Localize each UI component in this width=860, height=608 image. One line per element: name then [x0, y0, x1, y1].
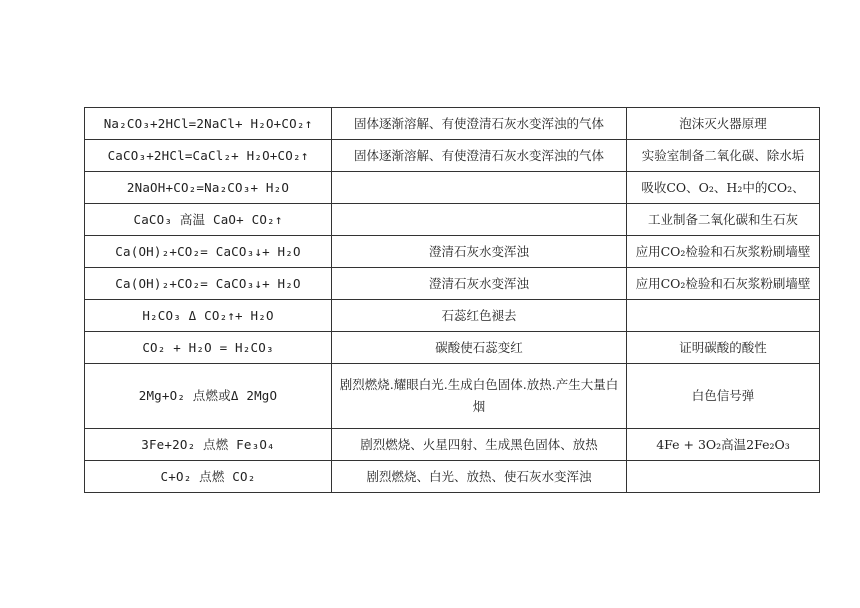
observation-cell: 剧烈燃烧.耀眼白光.生成白色固体.放热.产生大量白烟	[332, 364, 627, 429]
observation-cell	[332, 204, 627, 236]
table-row	[85, 172, 820, 204]
observation-cell: 剧烈燃烧、白光、放热、使石灰水变浑浊	[332, 461, 627, 493]
table-row	[85, 332, 820, 364]
table-row	[85, 300, 820, 332]
observation-cell: 石蕊红色褪去	[332, 300, 627, 332]
use-cell: 实验室制备二氧化碳、除水垢	[627, 140, 820, 172]
equation-cell: Ca(OH)₂+CO₂= CaCO₃↓+ H₂O	[85, 268, 332, 300]
table-row	[85, 429, 820, 461]
observation-cell	[332, 172, 627, 204]
equation-cell: 3Fe+2O₂ 点燃 Fe₃O₄	[85, 429, 332, 461]
table-row	[85, 108, 820, 140]
equation-cell: 2NaOH+CO₂=Na₂CO₃+ H₂O	[85, 172, 332, 204]
equation-cell: CO₂ + H₂O = H₂CO₃	[85, 332, 332, 364]
use-cell: 证明碳酸的酸性	[627, 332, 820, 364]
table-row	[85, 268, 820, 300]
use-cell: 泡沫灭火器原理	[627, 108, 820, 140]
equation-cell: Na₂CO₃+2HCl=2NaCl+ H₂O+CO₂↑	[85, 108, 332, 140]
use-cell	[627, 300, 820, 332]
equation-cell: 2Mg+O₂ 点燃或Δ 2MgO	[85, 364, 332, 429]
equation-cell: Ca(OH)₂+CO₂= CaCO₃↓+ H₂O	[85, 236, 332, 268]
observation-cell: 澄清石灰水变浑浊	[332, 268, 627, 300]
equation-cell: H₂CO₃ Δ CO₂↑+ H₂O	[85, 300, 332, 332]
table-row	[85, 461, 820, 493]
use-cell: 工业制备二氧化碳和生石灰	[627, 204, 820, 236]
reaction-table	[84, 107, 820, 493]
observation-cell: 固体逐渐溶解、有使澄清石灰水变浑浊的气体	[332, 140, 627, 172]
observation-cell: 固体逐渐溶解、有使澄清石灰水变浑浊的气体	[332, 108, 627, 140]
observation-cell: 碳酸使石蕊变红	[332, 332, 627, 364]
use-cell: 应用CO₂检验和石灰浆粉刷墙壁	[627, 268, 820, 300]
use-cell: 应用CO₂检验和石灰浆粉刷墙壁	[627, 236, 820, 268]
observation-cell: 剧烈燃烧、火星四射、生成黑色固体、放热	[332, 429, 627, 461]
use-cell: 白色信号弹	[627, 364, 820, 429]
equation-cell: C+O₂ 点燃 CO₂	[85, 461, 332, 493]
use-cell: 吸收CO、O₂、H₂中的CO₂、	[627, 172, 820, 204]
equation-cell: CaCO₃ 高温 CaO+ CO₂↑	[85, 204, 332, 236]
table-row	[85, 204, 820, 236]
table-row	[85, 140, 820, 172]
table-row	[85, 364, 820, 429]
use-cell	[627, 461, 820, 493]
equation-cell: CaCO₃+2HCl=CaCl₂+ H₂O+CO₂↑	[85, 140, 332, 172]
table-row	[85, 236, 820, 268]
observation-cell: 澄清石灰水变浑浊	[332, 236, 627, 268]
use-cell: 4Fe + 3O₂高温2Fe₂O₃	[627, 429, 820, 461]
